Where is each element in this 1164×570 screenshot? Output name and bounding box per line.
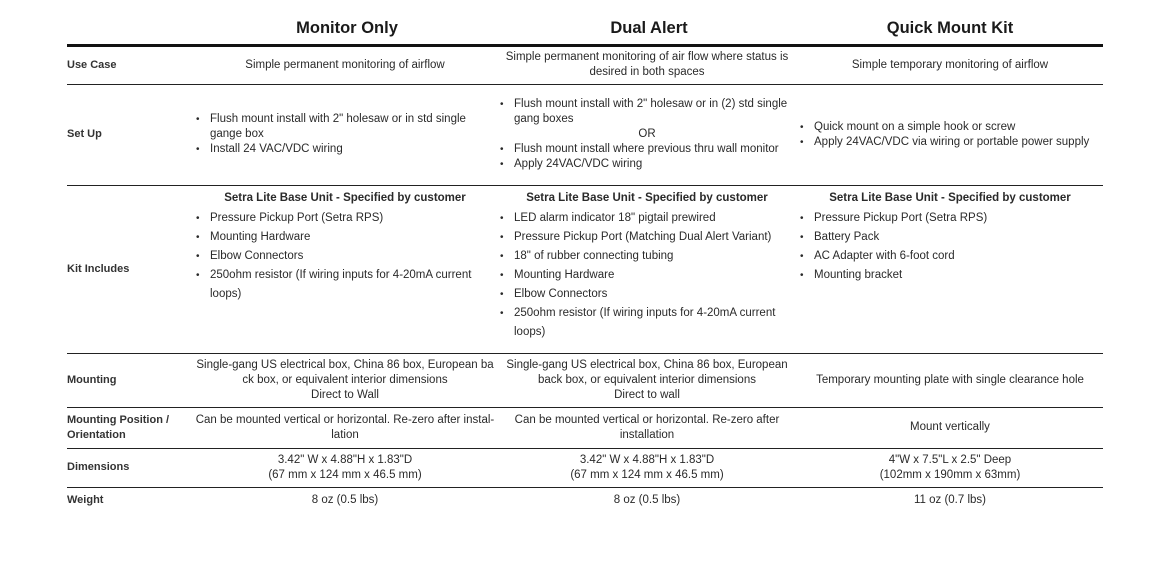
list-item: • Install 24 VAC/VDC wiring <box>193 142 497 157</box>
weight-quick-mount: 11 oz (0.7 lbs) <box>913 493 986 506</box>
mounting-direct-text: Direct to wall <box>614 388 680 401</box>
header-monitor-only: Monitor Only <box>296 19 398 37</box>
comparison-document <box>67 14 1103 513</box>
list-item: • Pressure Pickup Port (Matching Dual Alert Variant) <box>497 228 797 247</box>
column-headers <box>67 14 1103 44</box>
row-setup <box>67 84 1103 185</box>
list-item: • 250ohm resistor (If wiring inputs for 4-20mA current loops) <box>497 304 797 342</box>
row-label-weight: Weight <box>67 493 104 506</box>
or-separator: OR <box>638 128 656 140</box>
mounting-dual-alert <box>497 353 797 407</box>
dimensions-dual-alert <box>497 448 797 487</box>
position-monitor-only: Can be mounted vertical or horizontal. Re-zero after instal-lation <box>195 413 495 441</box>
position-quick-mount: Mount vertically <box>910 421 990 433</box>
list-item: • Mounting Hardware <box>193 228 497 247</box>
kit-title: Setra Lite Base Unit - Specified by customer <box>224 191 466 204</box>
kit-quick-mount <box>797 185 1103 353</box>
row-weight <box>67 487 1103 513</box>
use-case-dual-alert: Simple permanent monitoring of air flow where status is desired in both spaces <box>505 51 789 79</box>
weight-dual-alert: 8 oz (0.5 lbs) <box>613 493 681 506</box>
row-kit-includes <box>67 185 1103 353</box>
setup-quick-mount <box>797 84 1103 185</box>
row-mounting <box>67 353 1103 407</box>
dimensions-imperial: 3.42" W x 4.88"H x 1.83"D <box>277 453 413 466</box>
dimensions-monitor-only <box>193 448 497 487</box>
list-item: • Mounting bracket <box>797 266 1103 285</box>
list-item: • Pressure Pickup Port (Setra RPS) <box>193 209 497 228</box>
list-item: • Flush mount install with 2" holesaw or in (2) std single gang boxes <box>497 97 797 127</box>
dimensions-metric: (67 mm x 124 mm x 46.5 mm) <box>268 468 422 481</box>
list-item: • Pressure Pickup Port (Setra RPS) <box>797 209 1103 228</box>
row-dimensions <box>67 448 1103 487</box>
dimensions-quick-mount <box>797 448 1103 487</box>
mounting-quick-mount: Temporary mounting plate with single clearance hole <box>816 373 1084 386</box>
header-quick-mount-kit: Quick Mount Kit <box>886 19 1014 37</box>
row-use-case <box>67 47 1103 84</box>
use-case-monitor-only: Simple permanent monitoring of airflow <box>245 58 445 71</box>
mounting-box-text: Single-gang US electrical box, China 86 box, European back box, or equivalent interior dimensions <box>506 358 788 386</box>
mounting-monitor-only <box>193 353 497 407</box>
dimensions-metric: (67 mm x 124 mm x 46.5 mm) <box>570 468 724 481</box>
list-item: • Flush mount install where previous thru wall monitor <box>497 142 797 157</box>
list-item: • LED alarm indicator 18" pigtail prewired <box>497 209 797 228</box>
kit-title: Setra Lite Base Unit - Specified by customer <box>526 191 768 204</box>
mounting-box-text: Single-gang US electrical box, China 86 box, European ba ck box, or equivalent interior dimensions <box>196 358 494 386</box>
use-case-quick-mount: Simple temporary monitoring of airflow <box>851 58 1049 71</box>
setup-dual-alert <box>497 84 797 185</box>
dimensions-imperial: 4"W x 7.5"L x 2.5" Deep <box>888 453 1012 466</box>
list-item: • Mounting Hardware <box>497 266 797 285</box>
kit-title: Setra Lite Base Unit - Specified by customer <box>829 191 1071 204</box>
list-item: • 250ohm resistor (If wiring inputs for 4-20mA current loops) <box>193 266 497 304</box>
list-item: • AC Adapter with 6-foot cord <box>797 247 1103 266</box>
row-label-kit: Kit Includes <box>67 262 130 275</box>
header-dual-alert: Dual Alert <box>610 19 688 37</box>
position-dual-alert: Can be mounted vertical or horizontal. Re-zero after installation <box>514 413 780 441</box>
list-item: • Flush mount install with 2" holesaw or in std single gange box <box>193 112 497 142</box>
row-label-use-case: Use Case <box>67 58 117 71</box>
row-label-dimensions: Dimensions <box>67 461 130 473</box>
list-item: • Apply 24VAC/VDC via wiring or portable power supply <box>797 135 1103 150</box>
row-mounting-position <box>67 407 1103 448</box>
kit-dual-alert <box>497 185 797 353</box>
mounting-direct-text: Direct to Wall <box>311 388 379 401</box>
dimensions-metric: (102mm x 190mm x 63mm) <box>879 468 1021 481</box>
kit-monitor-only <box>193 185 497 353</box>
dimensions-imperial: 3.42" W x 4.88"H x 1.83"D <box>579 453 715 466</box>
setup-monitor-only <box>193 84 497 185</box>
row-label-setup: Set Up <box>67 128 102 140</box>
list-item: • Elbow Connectors <box>497 285 797 304</box>
weight-monitor-only: 8 oz (0.5 lbs) <box>311 493 379 506</box>
row-label-position: Mounting Position / Orientation <box>67 413 170 441</box>
list-item: • 18" of rubber connecting tubing <box>497 247 797 266</box>
list-item: • Apply 24VAC/VDC wiring <box>497 157 797 172</box>
row-label-mounting: Mounting <box>67 373 117 386</box>
list-item: • Elbow Connectors <box>193 247 497 266</box>
list-item: • Quick mount on a simple hook or screw <box>797 120 1103 135</box>
list-item: • Battery Pack <box>797 228 1103 247</box>
comparison-table <box>67 47 1103 513</box>
